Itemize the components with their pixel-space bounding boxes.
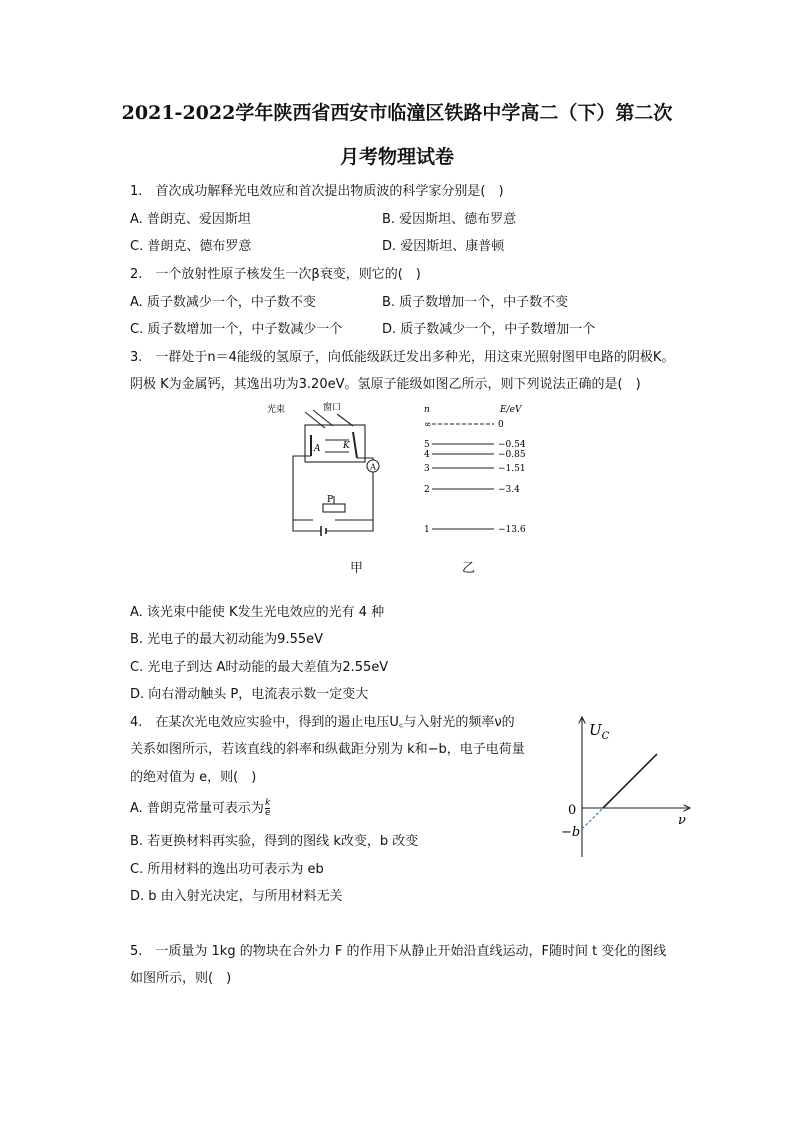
circuit-diagram <box>265 400 385 540</box>
anode-label: A <box>314 444 321 454</box>
energy-level-n: 5 <box>424 440 430 450</box>
q4-option-c: C. 所用材料的逸出功可表示为 eb <box>130 862 324 877</box>
battery-wire-left <box>293 520 321 531</box>
energy-level-n: ∞ <box>424 420 432 430</box>
energy-level-diagram <box>418 402 538 542</box>
level-header-n: n <box>424 405 430 415</box>
cathode-label: K <box>343 441 350 451</box>
energy-level-value: −1.51 <box>498 464 526 474</box>
question-5-stem-line-2: 如图所示，则( ) <box>130 971 232 986</box>
intercept-label: −b <box>561 825 581 840</box>
q4-option-a <box>130 797 270 818</box>
uc-line-extension <box>582 808 603 829</box>
energy-level-value: 0 <box>498 420 504 430</box>
question-4-stem-line-1: 4. 在某次光电效应实验中，得到的遏止电压U꜀与入射光的频率ν的 <box>130 715 515 730</box>
energy-level-value: −0.54 <box>498 440 526 450</box>
question-4-stem-line-2: 关系如图所示，若该直线的斜率和纵截距分别为 k和−b，电子电荷量 <box>130 742 525 757</box>
fraction-k-over-e <box>265 799 271 818</box>
q1-option-c: C. 普朗克、德布罗意 <box>130 239 252 254</box>
q1-option-b: B. 爱因斯坦、德布罗意 <box>382 212 517 227</box>
left-wire <box>293 456 313 520</box>
energy-level-n: 3 <box>424 464 430 474</box>
q3-option-a: A. 该光束中能使 K发生光电效应的光有 4 种 <box>130 605 385 620</box>
energy-level-value: −13.6 <box>498 525 526 535</box>
energy-level-value: −3.4 <box>498 485 520 495</box>
title-line-2: 月考物理试卷 <box>339 146 454 168</box>
question-4-stem-line-3: 的绝对值为 e，则( ) <box>130 770 257 785</box>
q2-option-b: B. 质子数增加一个，中子数不变 <box>382 295 569 310</box>
origin-label: 0 <box>568 803 577 818</box>
q2-option-d: D. 质子数减少一个，中子数增加一个 <box>382 322 596 337</box>
question-3-stem-line-1: 3. 一群处于n＝4能级的氢原子，向低能级跃迁发出多种光，用这束光照射图甲电路的阴极K。 <box>130 350 675 365</box>
cathode-plate <box>353 432 357 458</box>
q3-option-b: B. 光电子的最大初动能为9.55eV <box>130 632 324 647</box>
level-header-e: E/eV <box>500 405 522 415</box>
question-3-stem-line-2: 阴极 K为金属钙，其逸出功为3.20eV。氢原子能级如图乙所示，则下列说法正确的是( ) <box>130 377 641 392</box>
q3-option-c: C. 光电子到达 A时动能的最大差值为2.55eV <box>130 660 389 675</box>
y-axis-label: $U_C$ <box>589 721 610 742</box>
question-2-stem: 2. 一个放射性原子核发生一次β衰变，则它的( ) <box>130 267 421 282</box>
q4-option-b: B. 若更换材料再实验，得到的图线 k改变，b 改变 <box>130 834 419 849</box>
fraction-numerator: k <box>265 798 271 808</box>
q2-option-a: A. 质子数减少一个，中子数不变 <box>130 295 316 310</box>
energy-level-n: 1 <box>424 525 430 535</box>
slider-label: P <box>327 495 334 505</box>
q1-option-a: A. 普朗克、爱因斯坦 <box>130 212 251 227</box>
q1-option-d: D. 爱因斯坦、康普顿 <box>382 239 505 254</box>
question-5-stem-line-1: 5. 一质量为 1kg 的物块在合外力 F 的作用下从静止开始沿直线运动，F随时间 t 变化的图线 <box>130 944 667 959</box>
uc-line <box>603 754 657 808</box>
x-axis-label: ν <box>678 813 686 828</box>
energy-level-n: 2 <box>424 485 430 495</box>
window-label: 窗口 <box>323 403 342 413</box>
energy-level-n: 4 <box>424 450 430 460</box>
ammeter-label: A <box>370 462 376 472</box>
q3-option-d: D. 向右滑动触头 P，电流表示数一定变大 <box>130 687 369 702</box>
q4-option-a-text: A. 普朗克常量可表示为 <box>130 801 264 816</box>
q4-option-d: D. b 由入射光决定，与所用材料无关 <box>130 889 343 904</box>
figure-caption-jia: 甲 <box>350 561 364 576</box>
window-pointer <box>337 414 353 426</box>
stopping-voltage-graph <box>555 712 700 862</box>
energy-level-value: −0.85 <box>498 450 526 460</box>
battery-wire-right <box>326 520 373 531</box>
figure-caption-yi: 乙 <box>462 561 476 576</box>
question-1-stem: 1. 首次成功解释光电效应和首次提出物质波的科学家分别是( ) <box>130 184 504 199</box>
beam-label: 光束 <box>267 405 286 415</box>
q2-option-c: C. 质子数增加一个，中子数减少一个 <box>130 322 343 337</box>
title-line-1: 2021-2022学年陕西省西安市临潼区铁路中学高二（下）第二次 <box>121 102 673 124</box>
light-beam-line-1 <box>305 412 325 428</box>
fraction-denominator: e <box>264 808 271 818</box>
rheostat <box>323 504 345 512</box>
